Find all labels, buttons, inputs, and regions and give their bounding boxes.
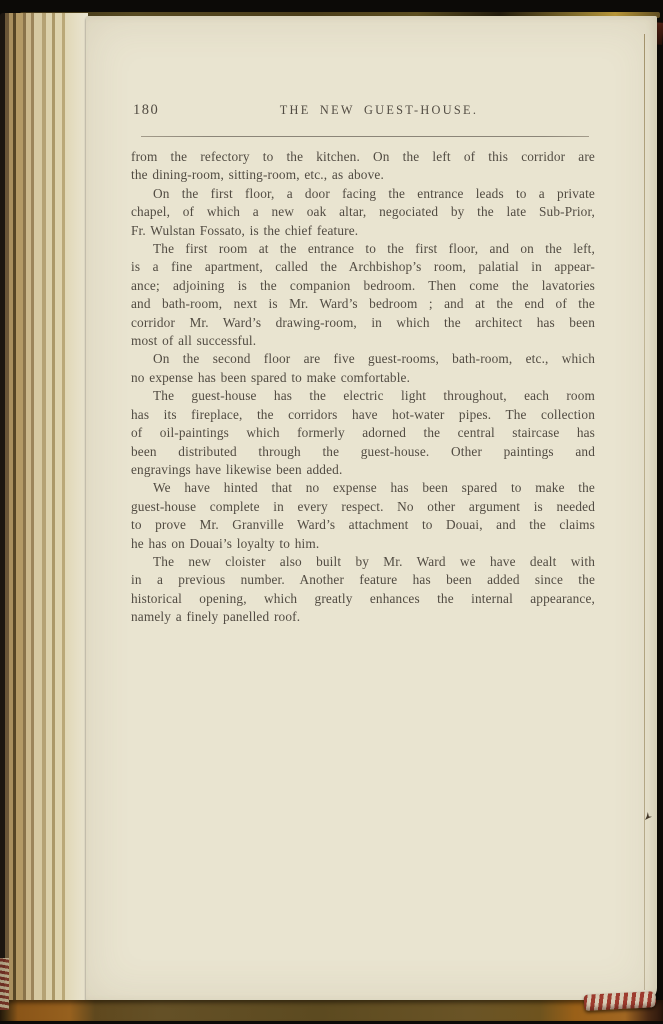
- page-crease: [644, 34, 645, 990]
- text-line: most of all successful.: [131, 333, 257, 349]
- paragraph: [131, 185, 595, 240]
- text-line: On the first floor, a door facing the entrance leads to a private: [153, 185, 595, 201]
- paragraph: [131, 350, 595, 387]
- paragraph: [131, 240, 595, 350]
- book-page: [86, 16, 657, 1002]
- text-line: to prove Mr. Granville Ward’s attachment to Douai, and the claims: [131, 517, 595, 533]
- paragraph: [131, 553, 595, 627]
- header-rule: [141, 136, 589, 137]
- text-line: chapel, of which a new oak altar, negociated by the late Sub-Prior,: [131, 204, 595, 220]
- running-title: THE NEW GUEST-HOUSE.: [279, 103, 479, 117]
- page-number: 180: [133, 102, 160, 118]
- text-line: been distributed through the guest-house. Other paintings and: [131, 443, 595, 459]
- paragraph: [131, 387, 595, 479]
- endband-bottom-left-icon: [0, 958, 9, 1010]
- text-line: On the second floor are five guest-rooms, bath-room, etc., which: [153, 351, 595, 367]
- text-line: ance; adjoining is the companion bedroom. Then come the lavatories: [131, 277, 595, 293]
- page-body: [131, 148, 595, 627]
- book-cover-bottom-edge: [0, 1000, 663, 1021]
- text-line: of oil-paintings which formerly adorned the central staircase has: [131, 425, 595, 441]
- text-line: We have hinted that no expense has been spared to make the: [153, 480, 595, 496]
- text-line: Fr. Wulstan Fossato, is the chief feature.: [131, 222, 359, 238]
- text-line: is a fine apartment, called the Archbishop’s room, palatial in appear-: [131, 259, 595, 275]
- text-line: namely a finely panelled roof.: [131, 609, 301, 625]
- text-line: the dining-room, sitting-room, etc., as above.: [131, 167, 384, 183]
- text-line: no expense has been spared to make comfortable.: [131, 369, 411, 385]
- text-line: The new cloister also built by Mr. Ward we have dealt with: [153, 553, 595, 569]
- page-edges-left: [0, 13, 88, 1005]
- text-line: and bath-room, next is Mr. Ward’s bedroom ; and at the end of the: [131, 296, 595, 312]
- text-line: in a previous number. Another feature has been added since the: [131, 572, 595, 588]
- ink-speck: [645, 812, 652, 820]
- paragraph: [131, 148, 595, 185]
- text-line: corridor Mr. Ward’s drawing-room, in which the architect has been: [131, 314, 595, 330]
- text-line: The guest-house has the electric light throughout, each room: [153, 388, 595, 404]
- page-header: [131, 102, 597, 118]
- text-line: he has on Douai’s loyalty to him.: [131, 535, 320, 551]
- text-line: guest-house complete in every respect. No other argument is needed: [131, 498, 595, 514]
- text-line: The first room at the entrance to the first floor, and on the left,: [153, 241, 595, 257]
- text-line: engravings have likewise been added.: [131, 461, 343, 477]
- text-line: has its fireplace, the corridors have hot-water pipes. The collection: [131, 406, 595, 422]
- text-line: historical opening, which greatly enhances the internal appearance,: [131, 590, 595, 606]
- paragraph: [131, 479, 595, 553]
- text-line: from the refectory to the kitchen. On the left of this corridor are: [131, 149, 595, 164]
